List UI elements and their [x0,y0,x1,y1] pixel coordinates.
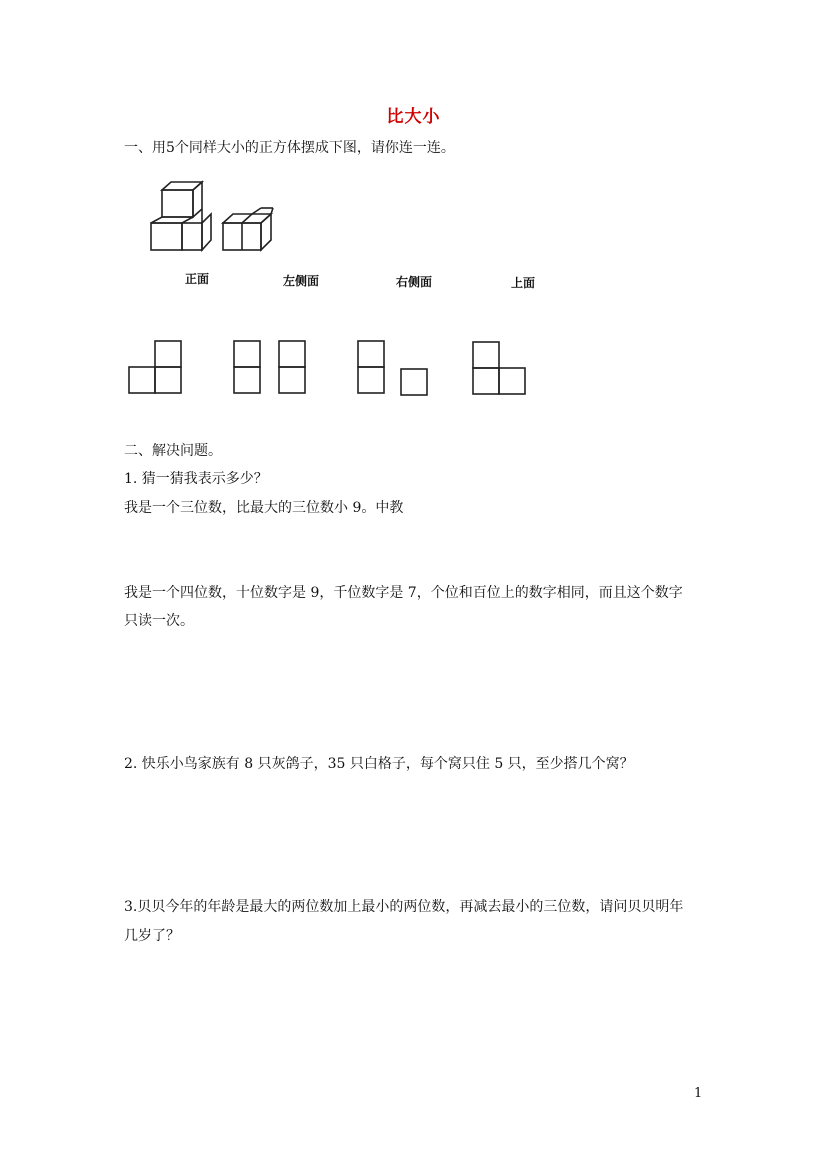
cube-arrangement-figure [145,178,285,254]
cube-group-b [223,208,273,250]
page-title: 比大小 [386,107,441,127]
question-1-riddle-b-line2: 只读一次。 [124,613,194,629]
view-label-left-side: 左侧面 [283,274,320,288]
question-1-riddle-a: 我是一个三位数，比最大的三位数小 9。中教 [124,500,404,516]
question-3-line1: 3.贝贝今年的年龄是最大的两位数加上最小的两位数，再减去最小的三位数，请问贝贝明年 [124,899,684,915]
view-label-front: 正面 [185,272,210,286]
view-shape-column-and-single [357,340,429,398]
view-label-right-side: 右侧面 [396,275,433,289]
view-shape-l-right [128,340,184,396]
view-shape-l-left [472,341,528,397]
view-shape-two-columns [233,340,309,396]
question-1-riddle-b-line1: 我是一个四位数，十位数字是 9，千位数字是 7，个位和百位上的数字相同，而且这个数字 [124,585,683,601]
section1-heading: 一、用5个同样大小的正方体摆成下图，请你连一连。 [124,140,455,156]
section2-heading: 二、解决问题。 [124,443,222,459]
question-2-text: 2. 快乐小鸟家族有 8 只灰鸽子，35 只白格子，每个窝只住 5 只，至少搭几个窝？ [124,756,634,772]
cube-group-a [151,182,211,250]
page-number: 1 [694,1086,703,1101]
view-label-top: 上面 [511,276,536,290]
question-3-line2: 几岁了？ [124,928,180,944]
question-1-prompt: 1. 猜一猜我表示多少？ [124,471,268,487]
